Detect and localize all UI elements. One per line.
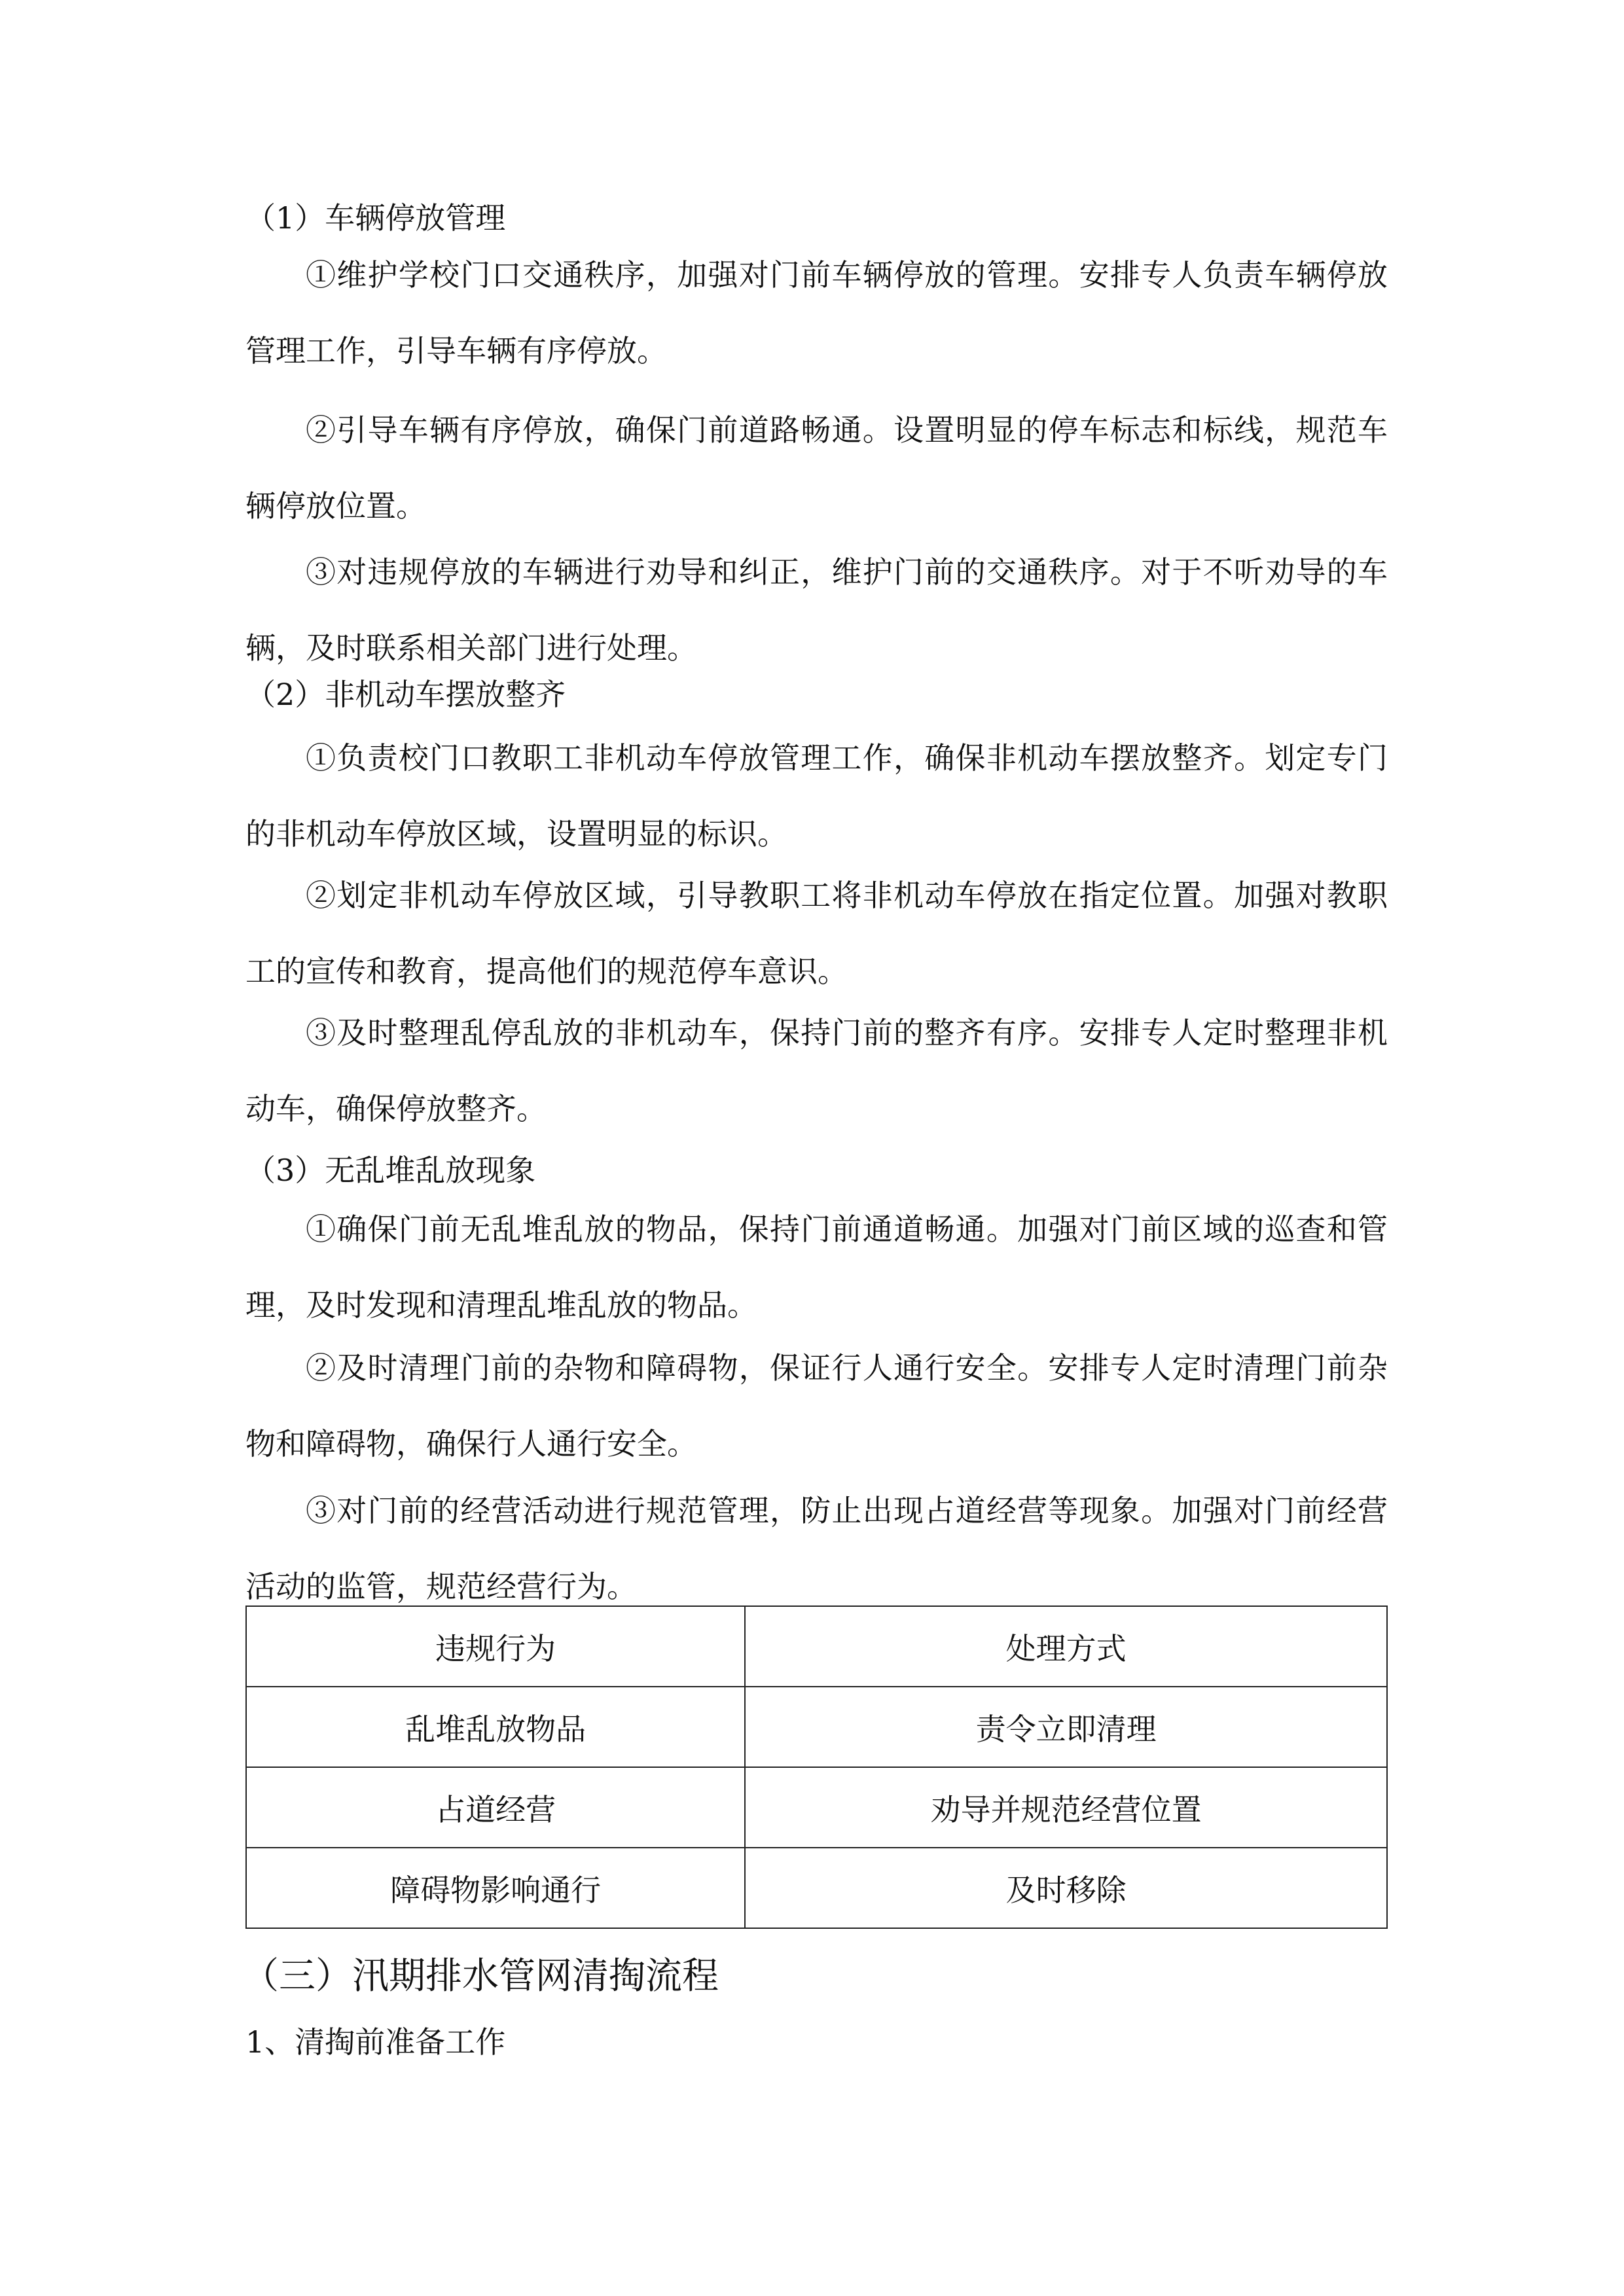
subheading-non-motor-vehicles: （2）非机动车摆放整齐 [245, 677, 566, 712]
table-cell: 劝导并规范经营位置 [745, 1767, 1387, 1848]
section-title: （三）汛期排水管网清掏流程 [242, 1955, 719, 1998]
paragraph: ②及时清理门前的杂物和障碍物，保证行人通行安全。安排专人定时清理门前杂物和障碍物，确保行人通行安全。 [245, 1350, 1388, 1462]
table-header-row [246, 1606, 1387, 1687]
paragraph: ③及时整理乱停乱放的非机动车，保持门前的整齐有序。安排专人定时整理非机动车，确保停放整齐。 [245, 1015, 1388, 1126]
table-cell: 责令立即清理 [745, 1687, 1387, 1767]
paragraph: ③对门前的经营活动进行规范管理，防止出现占道经营等现象。加强对门前经营活动的监管，规范经营行为。 [245, 1493, 1388, 1604]
paragraph: ①负责校门口教职工非机动车停放管理工作，确保非机动车摆放整齐。划定专门的非机动车停放区域，设置明显的标识。 [245, 740, 1388, 852]
table-cell: 占道经营 [246, 1767, 745, 1848]
table-row [246, 1767, 1387, 1848]
subheading-vehicle-parking: （1）车辆停放管理 [245, 200, 506, 236]
table-row [246, 1848, 1387, 1928]
violations-table [245, 1605, 1388, 1929]
table-cell: 乱堆乱放物品 [246, 1687, 745, 1767]
paragraph: ②引导车辆有序停放，确保门前道路畅通。设置明显的停车标志和标线，规范车辆停放位置。 [245, 412, 1388, 524]
item-title: 1、清掏前准备工作 [245, 2024, 506, 2060]
paragraph: ③对违规停放的车辆进行劝导和纠正，维护门前的交通秩序。对于不听劝导的车辆，及时联系相关部门进行处理。 [245, 554, 1388, 666]
table-row [246, 1687, 1387, 1767]
table-header-cell: 违规行为 [246, 1606, 745, 1687]
paragraph: ①维护学校门口交通秩序，加强对门前车辆停放的管理。安排专人负责车辆停放管理工作，引导车辆有序停放。 [245, 257, 1388, 368]
paragraph: ①确保门前无乱堆乱放的物品，保持门前通道畅通。加强对门前区域的巡查和管理，及时发现和清理乱堆乱放的物品。 [245, 1211, 1388, 1323]
subheading-no-clutter: （3）无乱堆乱放现象 [245, 1153, 536, 1188]
paragraph: ②划定非机动车停放区域，引导教职工将非机动车停放在指定位置。加强对教职工的宣传和教育，提高他们的规范停车意识。 [245, 878, 1388, 989]
table-cell: 及时移除 [745, 1848, 1387, 1928]
table-cell: 障碍物影响通行 [246, 1848, 745, 1928]
table-header-cell: 处理方式 [745, 1606, 1387, 1687]
